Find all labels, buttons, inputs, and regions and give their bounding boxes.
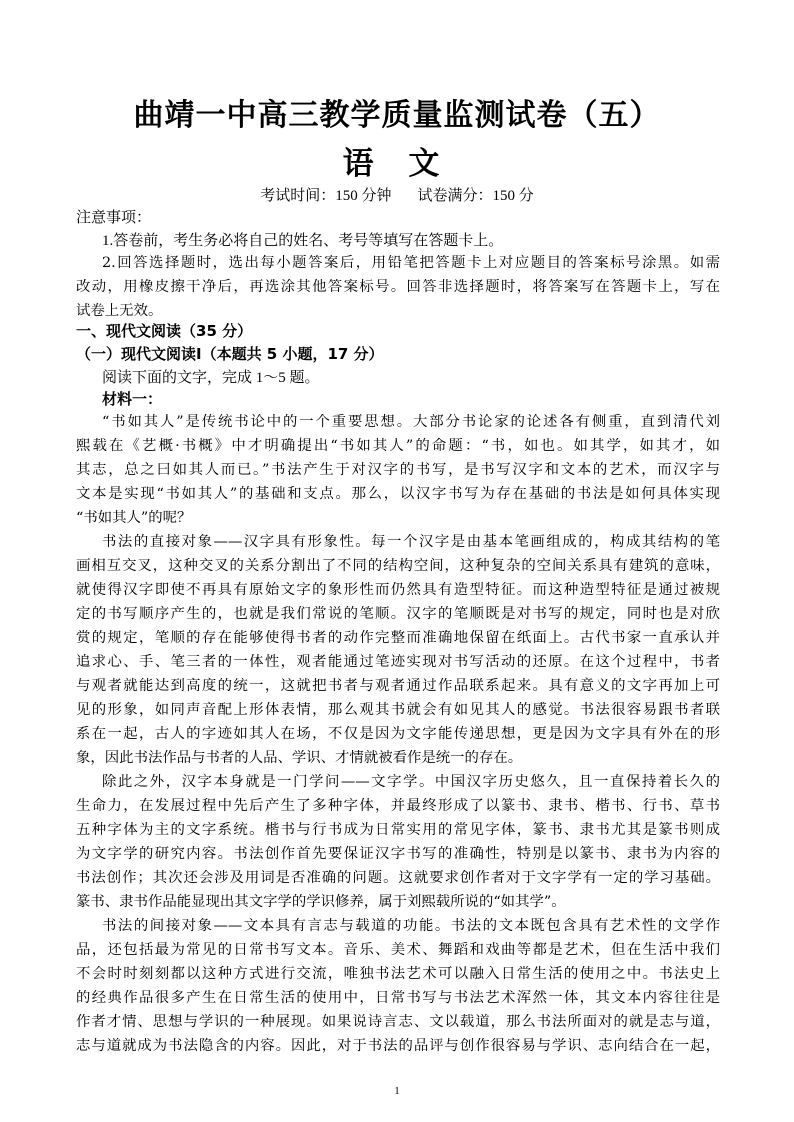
- body-line: 篆书、隶书作品能显现出其文字学的学识修养，属于刘熙载所说的“如其学”。: [76, 894, 566, 910]
- body-line: 书法的直接对象——汉字具有形象性。每一个汉字是由基本笔画组成的，构成其结构的笔: [102, 534, 720, 550]
- body-line: 熙载在《艺概·书概》中才明确提出“书如其人”的命题：“书，如也。如其学，如其才，如: [76, 438, 720, 454]
- notice-item-1: 1.答卷前，考生务必将自己的姓名、考号等填写在答题卡上。: [102, 233, 504, 249]
- body-line: 品，还包括最为常见的日常书写文本。音乐、美术、舞蹈和戏曲等都是艺术，但在生活中我们: [76, 942, 720, 958]
- body-line: 见的形象，如同声音配上形体表情，那么观其书就会有如见其人的感觉。书法很容易跟书者联: [76, 702, 720, 718]
- body-line: 书法的间接对象——文本具有言志与载道的功能。书法的文本既包含具有艺术性的文学作: [102, 918, 720, 934]
- exam-time: 考试时间：150 分钟: [260, 188, 392, 204]
- body-line: 文本是实现“书如其人”的基础和支点。那么，以汉字书写为存在基础的书法是如何具体实现: [76, 486, 720, 502]
- body-line: 与观者就能达到高度的统一，这就把书者与观者通过作品联系起来。具有意义的文字再加上可: [76, 678, 720, 694]
- body-line: 生命力，在发展过程中先后产生了多种字体，并最终形成了以篆书、隶书、楷书、行书、草书: [76, 798, 720, 814]
- body-line: 象，因此书法作品与书者的人品、学识、才情就被看作是统一的存在。: [76, 750, 523, 766]
- notice-item-2-line: 2.回答选择题时，选出每小题答案后，用铅笔把答题卡上对应题目的答案标号涂黑。如需: [102, 255, 720, 271]
- full-score: 试卷满分：150 分: [417, 188, 534, 204]
- body-line: 定的书写顺序产生的，也就是我们常说的笔顺。汉字的笔顺既是对书写的规定，同时也是对欣: [76, 606, 720, 622]
- body-line: 系在一起，古人的字迹如其人在场，不仅是因为文字能传递思想，更是因为文字具有外在的形: [76, 726, 720, 742]
- body-line: 就使得汉字即使不再具有原始文字的象形性而仍然具有造型特征。而这种造型特征是通过被规: [76, 582, 720, 598]
- body-line: 追求心、手、笔三者的一体性，观者能通过笔迹实现对书写活动的还原。在这个过程中，书者: [76, 654, 720, 670]
- body-line: 五种字体为主的文字系统。楷书与行书成为日常实用的常见字体，篆书、隶书尤其是篆书则成: [76, 822, 720, 838]
- notice-item-2-line: 试卷上无效。: [76, 303, 163, 319]
- section-heading: 一、现代文阅读（35 分）: [76, 322, 253, 340]
- body-line: 为文字学的研究内容。书法创作首先要保证汉字书写的准确性，特别是以篆书、隶书为内容的: [76, 846, 720, 862]
- body-line: 作者才情、思想与学识的一种展现。如果说诗言志、文以载道，那么书法所面对的就是志与道，: [76, 1014, 720, 1030]
- body-line: 不会时时刻刻都以这种方式进行交流，唯独书法艺术可以融入日常生活的使用之中。书法史上: [76, 966, 720, 982]
- exam-title: 曲靖一中高三教学质量监测试卷（五）: [133, 98, 661, 133]
- reading-instruction: 阅读下面的文字，完成 1～5 题。: [102, 370, 320, 386]
- body-line: 赏的规定，笔顺的存在能够使得书者的动作完整而准确地保留在纸面上。古代书家一直承认并: [76, 630, 720, 646]
- body-line: “书如其人”的呢？: [76, 510, 192, 526]
- subject-title: 语 文: [342, 146, 452, 182]
- body-line: 其志，总之曰如其人而已。”书法产生于对汉字的书写，是书写汉字和文本的艺术，而汉字与: [76, 462, 720, 478]
- exam-meta: [0, 184, 794, 205]
- notice-heading: 注意事项：: [76, 210, 152, 226]
- body-line: 除此之外，汉字本身就是一门学问——文字学。中国汉字历史悠久，且一直保持着长久的: [102, 774, 720, 790]
- body-line: 画相互交叉，这种交叉的关系分割出了不同的结构空间，这种复杂的空间关系具有建筑的意味，: [76, 558, 720, 574]
- page-number: 1: [394, 1085, 400, 1097]
- subsection-heading: （一）现代文阅读Ⅰ（本题共 5 小题，17 分）: [76, 345, 384, 363]
- body-line: 的经典作品很多产生在日常生活的使用中，日常书写与书法艺术浑然一体，其文本内容往往是: [76, 990, 720, 1006]
- body-line: “书如其人”是传统书论中的一个重要思想。大部分书论家的论述各有侧重，直到清代刘: [102, 414, 720, 430]
- body-line: 书法创作；其次还会涉及用词是否准确的问题。这就要求创作者对于文字学有一定的学习基础。: [76, 870, 720, 886]
- notice-item-2-line: 改动，用橡皮擦干净后，再选涂其他答案标号。回答非选择题时，将答案写在答题卡上，写在: [76, 279, 720, 295]
- material-label: 材料一：: [102, 390, 163, 408]
- body-line: 志与道就成为书法隐含的内容。因此，对于书法的品评与创作很容易与学识、志向结合在一起，: [76, 1038, 720, 1054]
